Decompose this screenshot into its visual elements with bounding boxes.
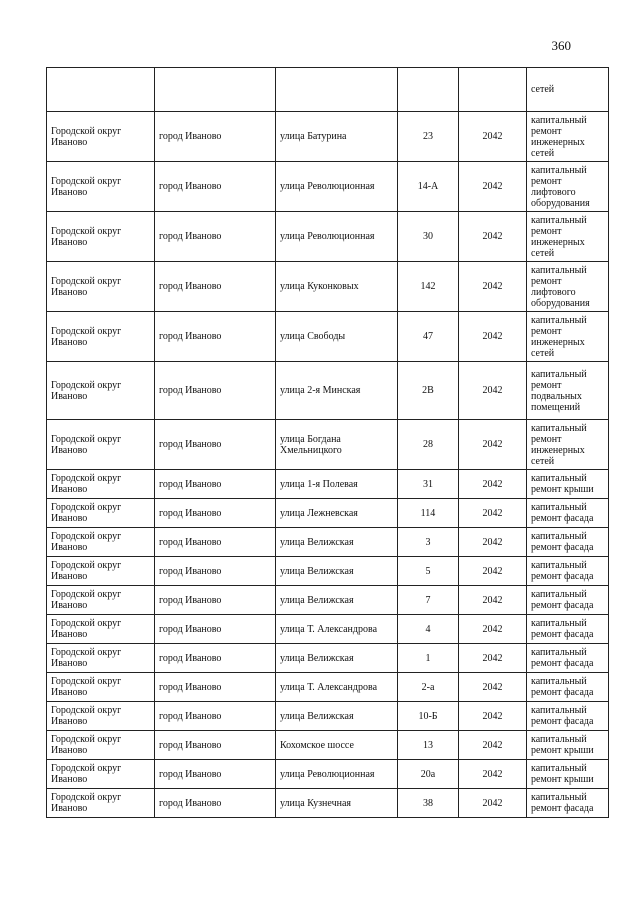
cell-house: 28 — [398, 420, 459, 470]
cell-work: капитальный ремонт инженерных сетей — [527, 112, 609, 162]
cell-city: город Иваново — [155, 760, 276, 789]
cell-work: капитальный ремонт фасада — [527, 557, 609, 586]
cell-year: 2042 — [459, 789, 527, 818]
cell-okrug: Городской округ Иваново — [47, 420, 155, 470]
cell-work: капитальный ремонт лифтового оборудования — [527, 262, 609, 312]
cell-house: 10-Б — [398, 702, 459, 731]
cell-street: Кохомское шоссе — [276, 731, 398, 760]
cell-street: улица Батурина — [276, 112, 398, 162]
cell-house: 2-а — [398, 673, 459, 702]
table-row — [47, 470, 609, 499]
cell-house: 20а — [398, 760, 459, 789]
cell-year — [459, 68, 527, 112]
cell-year: 2042 — [459, 586, 527, 615]
cell-house: 31 — [398, 470, 459, 499]
cell-house: 1 — [398, 644, 459, 673]
cell-street — [276, 68, 398, 112]
cell-house: 2В — [398, 362, 459, 420]
cell-house — [398, 68, 459, 112]
cell-street: улица Богдана Хмельницкого — [276, 420, 398, 470]
cell-work: капитальный ремонт фасада — [527, 615, 609, 644]
cell-okrug: Городской округ Иваново — [47, 789, 155, 818]
cell-house: 142 — [398, 262, 459, 312]
cell-okrug: Городской округ Иваново — [47, 615, 155, 644]
table-row — [47, 702, 609, 731]
cell-city: город Иваново — [155, 420, 276, 470]
table-row — [47, 586, 609, 615]
cell-street: улица Куконковых — [276, 262, 398, 312]
cell-okrug: Городской округ Иваново — [47, 731, 155, 760]
cell-okrug: Городской округ Иваново — [47, 212, 155, 262]
cell-city — [155, 68, 276, 112]
cell-house: 7 — [398, 586, 459, 615]
cell-house: 14-А — [398, 162, 459, 212]
cell-year: 2042 — [459, 420, 527, 470]
cell-year: 2042 — [459, 644, 527, 673]
cell-street: улица Велижская — [276, 702, 398, 731]
cell-city: город Иваново — [155, 615, 276, 644]
cell-city: город Иваново — [155, 470, 276, 499]
cell-okrug: Городской округ Иваново — [47, 557, 155, 586]
cell-year: 2042 — [459, 702, 527, 731]
table-row — [47, 760, 609, 789]
page-number: 360 — [551, 38, 571, 53]
cell-street: улица Революционная — [276, 760, 398, 789]
cell-work: капитальный ремонт крыши — [527, 731, 609, 760]
cell-street: улица Велижская — [276, 557, 398, 586]
cell-okrug: Городской округ Иваново — [47, 528, 155, 557]
cell-okrug: Городской округ Иваново — [47, 262, 155, 312]
cell-year: 2042 — [459, 499, 527, 528]
cell-street: улица 1-я Полевая — [276, 470, 398, 499]
cell-work: капитальный ремонт крыши — [527, 470, 609, 499]
table-row — [47, 262, 609, 312]
cell-work: капитальный ремонт фасада — [527, 499, 609, 528]
cell-work: капитальный ремонт фасада — [527, 789, 609, 818]
table-row — [47, 499, 609, 528]
cell-street: улица Кузнечная — [276, 789, 398, 818]
cell-okrug: Городской округ Иваново — [47, 470, 155, 499]
table-row — [47, 731, 609, 760]
cell-street: улица Велижская — [276, 528, 398, 557]
cell-work: капитальный ремонт инженерных сетей — [527, 420, 609, 470]
table-row — [47, 212, 609, 262]
cell-house: 38 — [398, 789, 459, 818]
cell-street: улица Т. Александрова — [276, 673, 398, 702]
cell-city: город Иваново — [155, 362, 276, 420]
cell-work: сетей — [527, 68, 609, 112]
cell-year: 2042 — [459, 557, 527, 586]
cell-house: 23 — [398, 112, 459, 162]
cell-city: город Иваново — [155, 499, 276, 528]
cell-okrug: Городской округ Иваново — [47, 112, 155, 162]
cell-year: 2042 — [459, 528, 527, 557]
cell-okrug: Городской округ Иваново — [47, 644, 155, 673]
cell-year: 2042 — [459, 312, 527, 362]
cell-city: город Иваново — [155, 673, 276, 702]
table-row — [47, 528, 609, 557]
cell-year: 2042 — [459, 212, 527, 262]
cell-house: 47 — [398, 312, 459, 362]
cell-year: 2042 — [459, 112, 527, 162]
cell-work: капитальный ремонт фасада — [527, 644, 609, 673]
cell-city: город Иваново — [155, 262, 276, 312]
cell-okrug: Городской округ Иваново — [47, 499, 155, 528]
table-body — [47, 68, 609, 818]
cell-city: город Иваново — [155, 644, 276, 673]
cell-street: улица Революционная — [276, 212, 398, 262]
cell-city: город Иваново — [155, 212, 276, 262]
cell-okrug: Городской округ Иваново — [47, 162, 155, 212]
cell-year: 2042 — [459, 731, 527, 760]
cell-year: 2042 — [459, 262, 527, 312]
cell-work: капитальный ремонт фасада — [527, 586, 609, 615]
cell-year: 2042 — [459, 362, 527, 420]
cell-work: капитальный ремонт фасада — [527, 528, 609, 557]
cell-house: 3 — [398, 528, 459, 557]
table-row — [47, 420, 609, 470]
cell-house: 13 — [398, 731, 459, 760]
cell-work: капитальный ремонт крыши — [527, 760, 609, 789]
cell-city: город Иваново — [155, 702, 276, 731]
cell-house: 4 — [398, 615, 459, 644]
cell-house: 5 — [398, 557, 459, 586]
continued-row — [47, 68, 609, 112]
cell-city: город Иваново — [155, 586, 276, 615]
cell-year: 2042 — [459, 162, 527, 212]
cell-year: 2042 — [459, 760, 527, 789]
table-row — [47, 615, 609, 644]
cell-year: 2042 — [459, 615, 527, 644]
cell-work: капитальный ремонт лифтового оборудования — [527, 162, 609, 212]
table-row — [47, 112, 609, 162]
cell-street: улица Т. Александрова — [276, 615, 398, 644]
cell-street: улица Велижская — [276, 586, 398, 615]
cell-okrug: Городской округ Иваново — [47, 702, 155, 731]
table-row — [47, 312, 609, 362]
cell-city: город Иваново — [155, 789, 276, 818]
table-row — [47, 162, 609, 212]
cell-street: улица Свободы — [276, 312, 398, 362]
cell-city: город Иваново — [155, 162, 276, 212]
cell-okrug: Городской округ Иваново — [47, 312, 155, 362]
table-row — [47, 362, 609, 420]
cell-work: капитальный ремонт инженерных сетей — [527, 312, 609, 362]
cell-city: город Иваново — [155, 312, 276, 362]
cell-okrug — [47, 68, 155, 112]
cell-work: капитальный ремонт инженерных сетей — [527, 212, 609, 262]
repair-schedule-table — [46, 67, 609, 818]
cell-work: капитальный ремонт подвальных помещений — [527, 362, 609, 420]
table-row — [47, 557, 609, 586]
cell-street: улица Революционная — [276, 162, 398, 212]
cell-year: 2042 — [459, 673, 527, 702]
cell-house: 30 — [398, 212, 459, 262]
cell-street: улица Велижская — [276, 644, 398, 673]
cell-okrug: Городской округ Иваново — [47, 362, 155, 420]
table-row — [47, 789, 609, 818]
cell-okrug: Городской округ Иваново — [47, 586, 155, 615]
cell-city: город Иваново — [155, 528, 276, 557]
cell-year: 2042 — [459, 470, 527, 499]
cell-okrug: Городской округ Иваново — [47, 760, 155, 789]
cell-city: город Иваново — [155, 112, 276, 162]
table-row — [47, 673, 609, 702]
cell-house: 114 — [398, 499, 459, 528]
cell-city: город Иваново — [155, 731, 276, 760]
cell-work: капитальный ремонт фасада — [527, 702, 609, 731]
cell-street: улица 2-я Минская — [276, 362, 398, 420]
cell-city: город Иваново — [155, 557, 276, 586]
table-row — [47, 644, 609, 673]
cell-okrug: Городской округ Иваново — [47, 673, 155, 702]
cell-street: улица Лежневская — [276, 499, 398, 528]
cell-work: капитальный ремонт фасада — [527, 673, 609, 702]
